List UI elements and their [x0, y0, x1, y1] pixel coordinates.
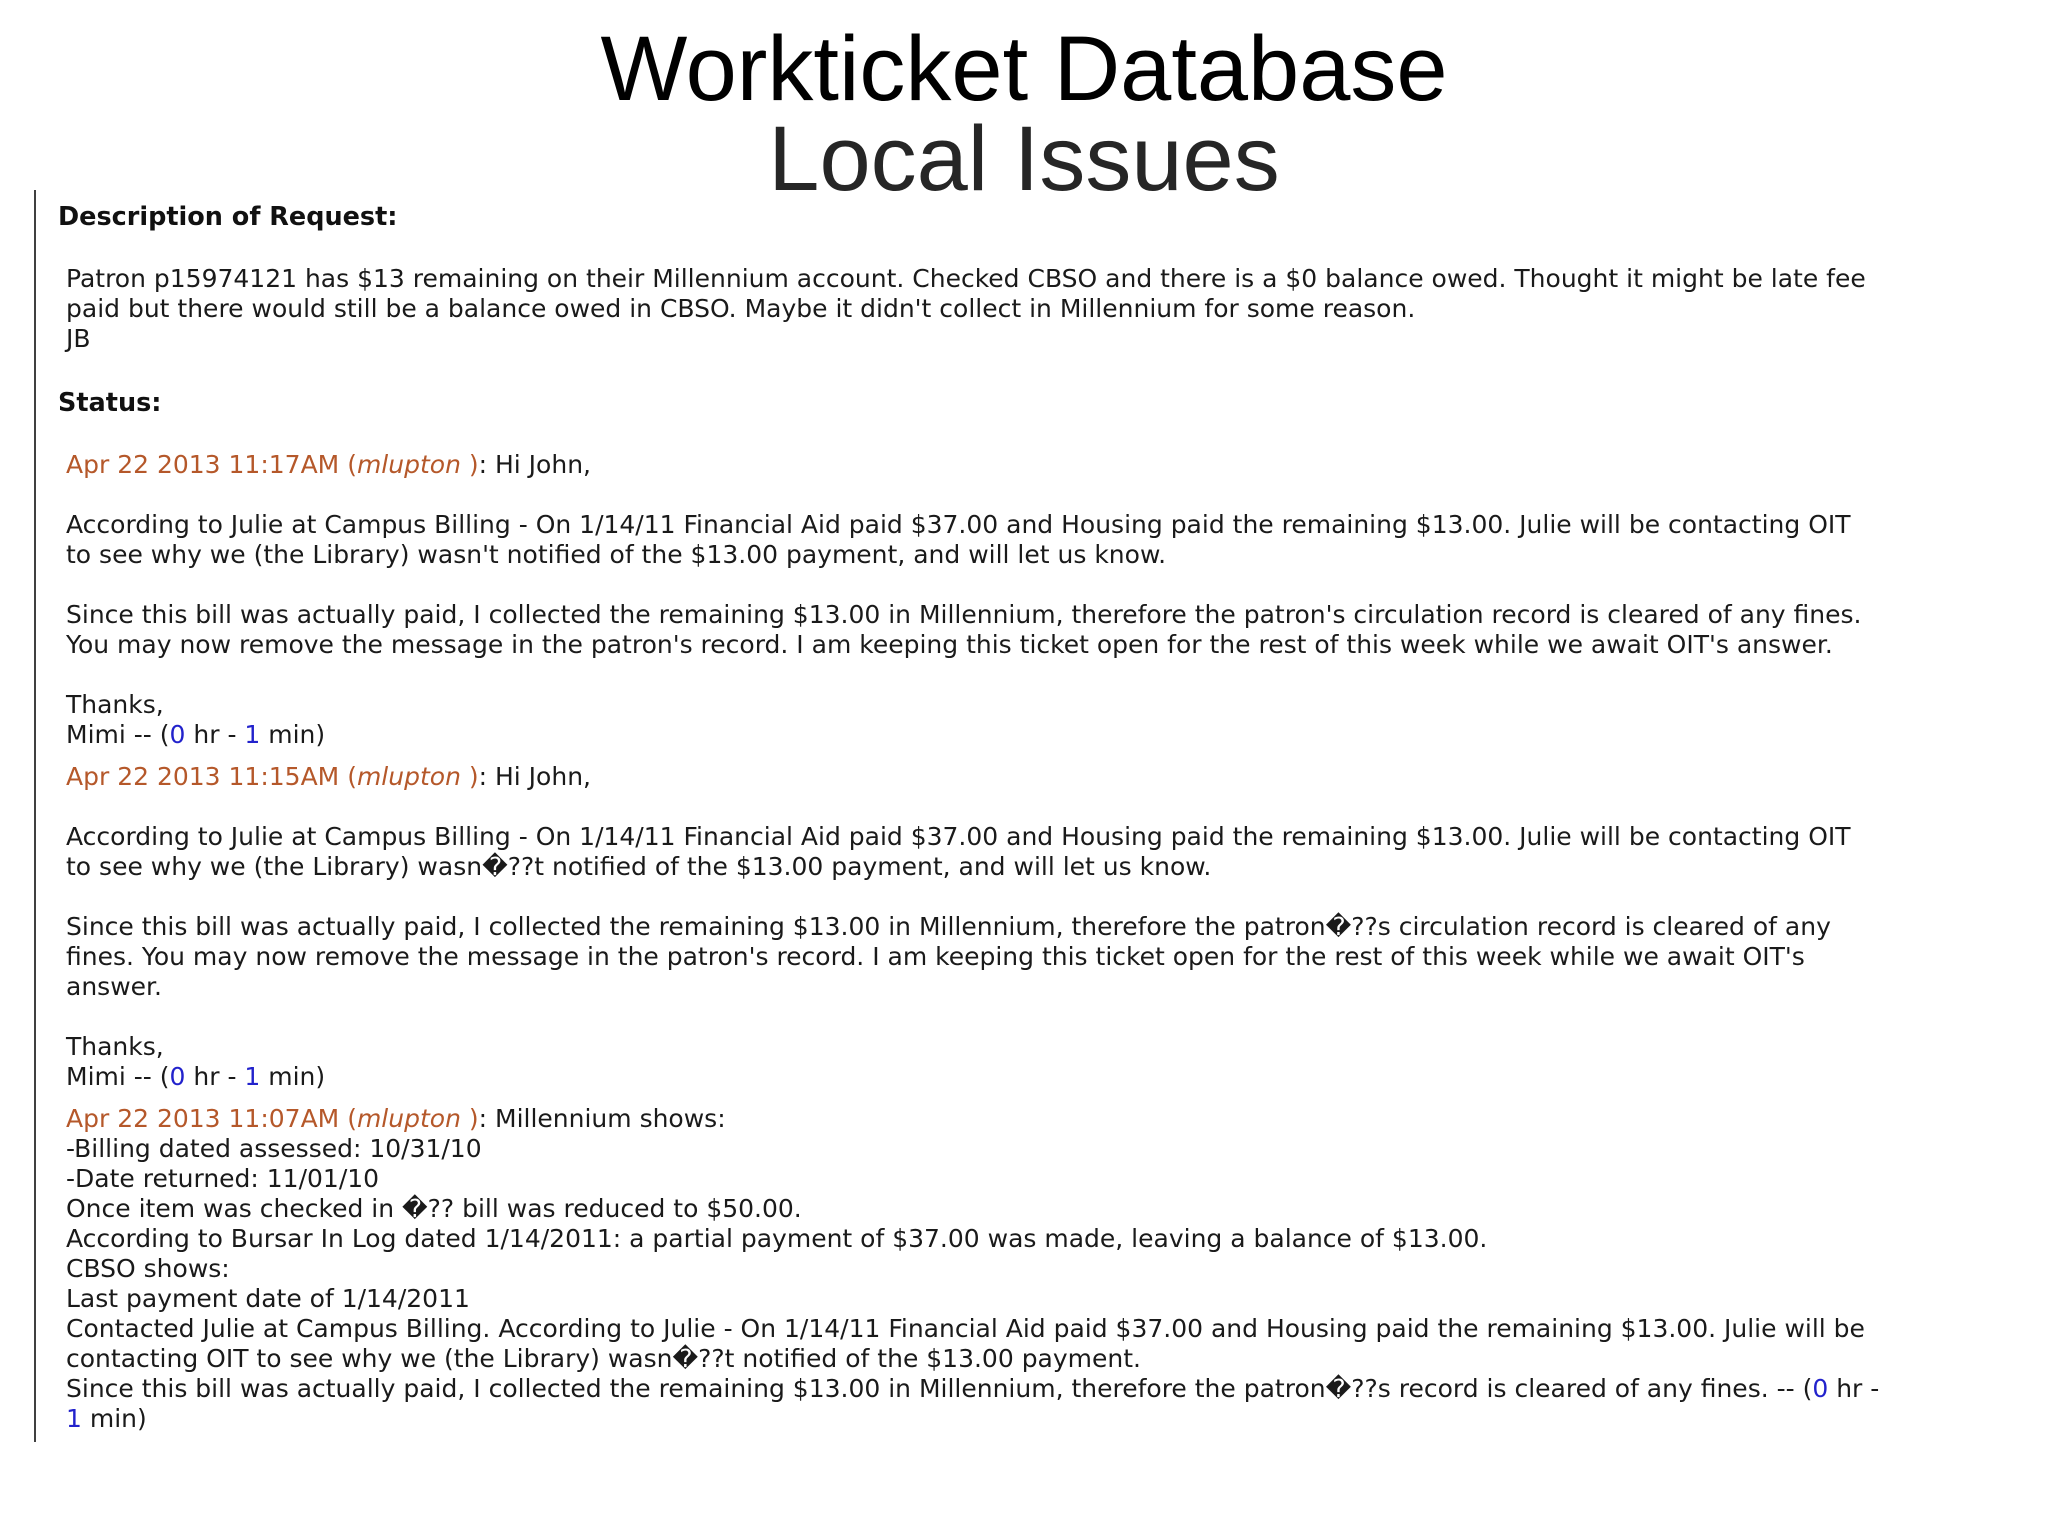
- entry-thanks: Thanks,: [66, 690, 164, 719]
- entry-text-line: CBSO shows:: [66, 1254, 230, 1283]
- status-entry: [66, 1104, 2026, 1434]
- entry-header: [66, 1104, 2026, 1134]
- ticket-panel: [34, 190, 2026, 1442]
- entry-header: [66, 450, 2026, 480]
- description-line: paid but there would still be a balance owed in CBSO. Maybe it didn't collect in Millennium for some reason.: [66, 294, 1416, 323]
- entry-user: mlupton: [356, 1104, 461, 1133]
- entry-text-line: Since this bill was actually paid, I collected the remaining $13.00 in Millennium, therefore the patron�??s circulation record is cleared of any: [66, 912, 1831, 941]
- duration-min-label: min): [260, 1062, 326, 1091]
- duration-minutes: 1: [66, 1404, 82, 1433]
- description-line: JB: [66, 324, 91, 353]
- entry-timestamp: Apr 22 2013 11:15AM: [66, 762, 340, 791]
- duration-hours: 0: [169, 720, 186, 749]
- entry-close-paren: ): [460, 1104, 479, 1133]
- entry-text-line: Once item was checked in �?? bill was reduced to $50.00.: [66, 1194, 802, 1223]
- entry-open-paren: (: [339, 450, 357, 479]
- entry-timestamp: Apr 22 2013 11:07AM: [66, 1104, 340, 1133]
- status-entry: [66, 762, 2026, 1092]
- entry-open-paren: (: [339, 762, 357, 791]
- entry-header: [66, 762, 2026, 792]
- status-label: Status:: [58, 388, 162, 418]
- description-text: [66, 264, 2026, 354]
- entry-text-line: to see why we (the Library) wasn't notified of the $13.00 payment, and will let us know.: [66, 540, 1167, 569]
- duration-hr-label: hr -: [1828, 1374, 1880, 1403]
- entry-text-line: contacting OIT to see why we (the Library) wasn�??t notified of the $13.00 payment.: [66, 1344, 1141, 1373]
- duration-hr-label: hr -: [185, 1062, 245, 1091]
- entry-text-line: Last payment date of 1/14/2011: [66, 1284, 470, 1313]
- entry-text-line: According to Julie at Campus Billing - On 1/14/11 Financial Aid paid $37.00 and Housing paid the remaining $13.00. Julie will be contacting OIT: [66, 510, 1851, 539]
- duration-minutes: 1: [244, 1062, 261, 1091]
- entry-text-line: -Billing dated assessed: 10/31/10: [66, 1134, 482, 1163]
- entry-close-paren: ): [460, 762, 479, 791]
- entry-text-line: fines. You may now remove the message in the patron's record. I am keeping this ticket open for the rest of this week while we await OIT's: [66, 942, 1805, 971]
- entry-thanks: Thanks,: [66, 1032, 164, 1061]
- entry-signature: [66, 1062, 2026, 1092]
- status-entry: [66, 450, 2026, 750]
- entry-open-paren: (: [339, 1104, 357, 1133]
- entry-greeting: : Hi John,: [478, 450, 591, 479]
- entry-user: mlupton: [356, 762, 461, 791]
- duration-min-label: min): [260, 720, 326, 749]
- duration-hours: 0: [169, 1062, 186, 1091]
- signature-text: Mimi -- (: [66, 720, 170, 749]
- entry-text-line: to see why we (the Library) wasn�??t notified of the $13.00 payment, and will let us know.: [66, 852, 1212, 881]
- last-line-text: Since this bill was actually paid, I collected the remaining $13.00 in Millennium, therefore the patron�??s record is cleared of any fines. -- (: [66, 1374, 1813, 1403]
- duration-hours: 0: [1812, 1374, 1829, 1403]
- entry-text-line: You may now remove the message in the patron's record. I am keeping this ticket open for the rest of this week while we await OIT's answer.: [66, 630, 1833, 659]
- entry-signature: [66, 720, 2026, 750]
- duration-hr-label: hr -: [185, 720, 245, 749]
- entry-text-line: answer.: [66, 972, 162, 1001]
- entry-text-line: According to Bursar In Log dated 1/14/2011: a partial payment of $37.00 was made, leaving a balance of $13.00.: [66, 1224, 1488, 1253]
- slide-title-line1: Workticket Database: [600, 18, 1448, 120]
- duration-minutes: 1: [244, 720, 261, 749]
- signature-text: Mimi -- (: [66, 1062, 170, 1091]
- entry-text-line: -Date returned: 11/01/10: [66, 1164, 380, 1193]
- slide-title-line2: Local Issues: [768, 108, 1280, 210]
- entry-text-line: According to Julie at Campus Billing - On 1/14/11 Financial Aid paid $37.00 and Housing paid the remaining $13.00. Julie will be contacting OIT: [66, 822, 1851, 851]
- entry-text-line: Since this bill was actually paid, I collected the remaining $13.00 in Millennium, therefore the patron's circulation record is cleared of any fines.: [66, 600, 1862, 629]
- entry-close-paren: ): [460, 450, 479, 479]
- entry-greeting: : Hi John,: [478, 762, 591, 791]
- duration-min-label: min): [81, 1404, 147, 1433]
- entry-timestamp: Apr 22 2013 11:17AM: [66, 450, 340, 479]
- entry-text-line: Contacted Julie at Campus Billing. According to Julie - On 1/14/11 Financial Aid paid $37.00 and Housing paid the remaining $13.00. Julie will be: [66, 1314, 1865, 1343]
- entry-last-line: [66, 1374, 2026, 1434]
- description-line: Patron p15974121 has $13 remaining on their Millennium account. Checked CBSO and there is a $0 balance owed. Thought it might be late fee: [66, 264, 1866, 293]
- entry-intro: : Millennium shows:: [478, 1104, 726, 1133]
- description-label: Description of Request:: [58, 202, 398, 232]
- entry-user: mlupton: [356, 450, 461, 479]
